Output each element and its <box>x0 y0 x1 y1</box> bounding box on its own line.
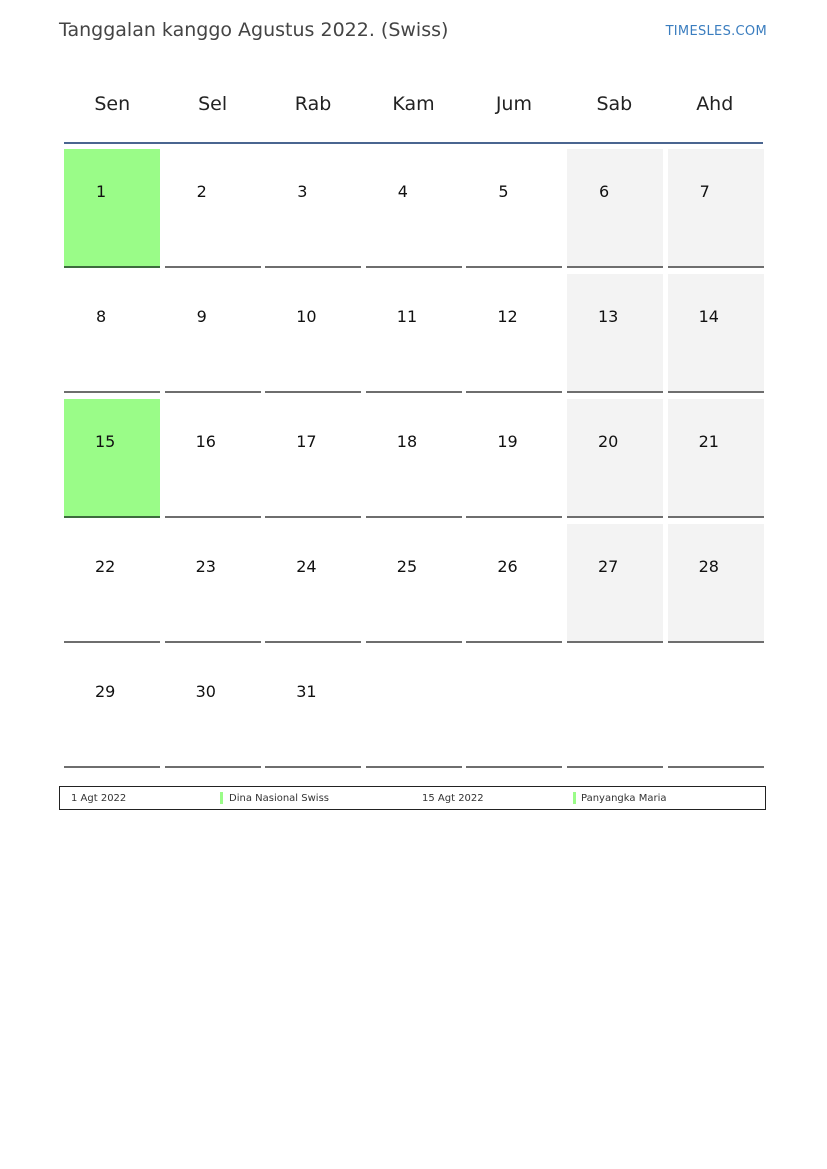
day-cell <box>466 524 562 643</box>
empty-day-cell <box>366 649 462 768</box>
day-cell <box>165 149 261 268</box>
weekday-label: Ahd <box>696 93 734 115</box>
day-number: 31 <box>296 682 317 701</box>
weekday-label: Sab <box>596 93 633 115</box>
day-cell <box>165 399 261 518</box>
day-cell <box>668 274 764 393</box>
day-cell <box>165 274 261 393</box>
day-cell <box>366 149 462 268</box>
day-number: 14 <box>698 307 719 326</box>
day-cell <box>265 274 361 393</box>
legend-date: 1 Agt 2022 <box>71 793 127 804</box>
day-number: 28 <box>698 557 719 576</box>
brand-link[interactable]: TIMESLES.COM <box>665 24 767 39</box>
day-number: 15 <box>95 432 116 451</box>
day-number: 10 <box>296 307 317 326</box>
day-number: 29 <box>95 682 116 701</box>
day-cell <box>668 524 764 643</box>
day-number: 22 <box>95 557 116 576</box>
day-number: 3 <box>297 182 308 201</box>
day-number: 17 <box>296 432 317 451</box>
day-cell <box>64 524 160 643</box>
day-number: 20 <box>597 432 619 451</box>
day-cell <box>366 274 462 393</box>
weekday-label: Sen <box>94 93 131 115</box>
day-cell <box>165 524 261 643</box>
week-row <box>64 274 764 399</box>
day-cell <box>567 399 663 518</box>
day-number: 1 <box>96 182 107 201</box>
day-number: 4 <box>397 182 408 201</box>
empty-day-cell <box>668 649 764 768</box>
day-cell <box>366 399 462 518</box>
weekday-label: Sel <box>198 93 228 115</box>
day-cell <box>265 149 361 268</box>
day-cell <box>64 649 160 768</box>
day-cell <box>64 149 160 268</box>
day-number: 25 <box>396 557 418 576</box>
day-cell <box>265 649 361 768</box>
day-number: 19 <box>497 432 518 451</box>
day-number: 23 <box>195 557 216 576</box>
calendar-grid <box>64 149 764 774</box>
empty-day-cell <box>466 649 562 768</box>
header-divider <box>64 142 763 144</box>
day-number: 27 <box>597 557 619 576</box>
day-number: 9 <box>196 307 207 326</box>
holiday-legend <box>59 786 766 810</box>
weekday-header-row <box>62 86 765 122</box>
weekday-label: Jum <box>495 93 532 115</box>
day-number: 11 <box>396 307 418 326</box>
day-cell <box>366 524 462 643</box>
week-row <box>64 649 764 774</box>
legend-holiday-name: Dina Nasional Swiss <box>229 793 329 804</box>
day-cell <box>165 649 261 768</box>
empty-day-cell <box>567 649 663 768</box>
page-title: Tanggalan kanggo Agustus 2022. (Swiss) <box>59 19 449 41</box>
day-number: 8 <box>96 307 107 326</box>
day-number: 13 <box>597 307 619 326</box>
weekday-label: Kam <box>392 93 435 115</box>
week-row <box>64 399 764 524</box>
day-cell <box>466 149 562 268</box>
legend-holiday-name: Panyangka Maria <box>581 793 667 804</box>
day-cell <box>567 149 663 268</box>
day-number: 6 <box>598 182 610 201</box>
day-cell <box>64 399 160 518</box>
day-number: 5 <box>498 182 509 201</box>
day-cell <box>567 524 663 643</box>
legend-date: 15 Agt 2022 <box>422 793 484 804</box>
day-cell <box>466 274 562 393</box>
day-cell <box>668 399 764 518</box>
day-cell <box>64 274 160 393</box>
week-row <box>64 149 764 274</box>
day-number: 12 <box>497 307 518 326</box>
day-number: 26 <box>497 557 518 576</box>
day-cell <box>466 399 562 518</box>
day-cell <box>668 149 764 268</box>
holiday-color-marker <box>573 792 576 804</box>
day-number: 30 <box>195 682 216 701</box>
day-number: 18 <box>396 432 418 451</box>
day-number: 7 <box>699 182 710 201</box>
day-number: 2 <box>196 182 207 201</box>
day-number: 21 <box>698 432 719 451</box>
day-cell <box>567 274 663 393</box>
weekday-label: Rab <box>294 93 332 115</box>
day-number: 24 <box>296 557 317 576</box>
day-cell <box>265 524 361 643</box>
day-number: 16 <box>195 432 216 451</box>
week-row <box>64 524 764 649</box>
day-cell <box>265 399 361 518</box>
holiday-color-marker <box>220 792 223 804</box>
